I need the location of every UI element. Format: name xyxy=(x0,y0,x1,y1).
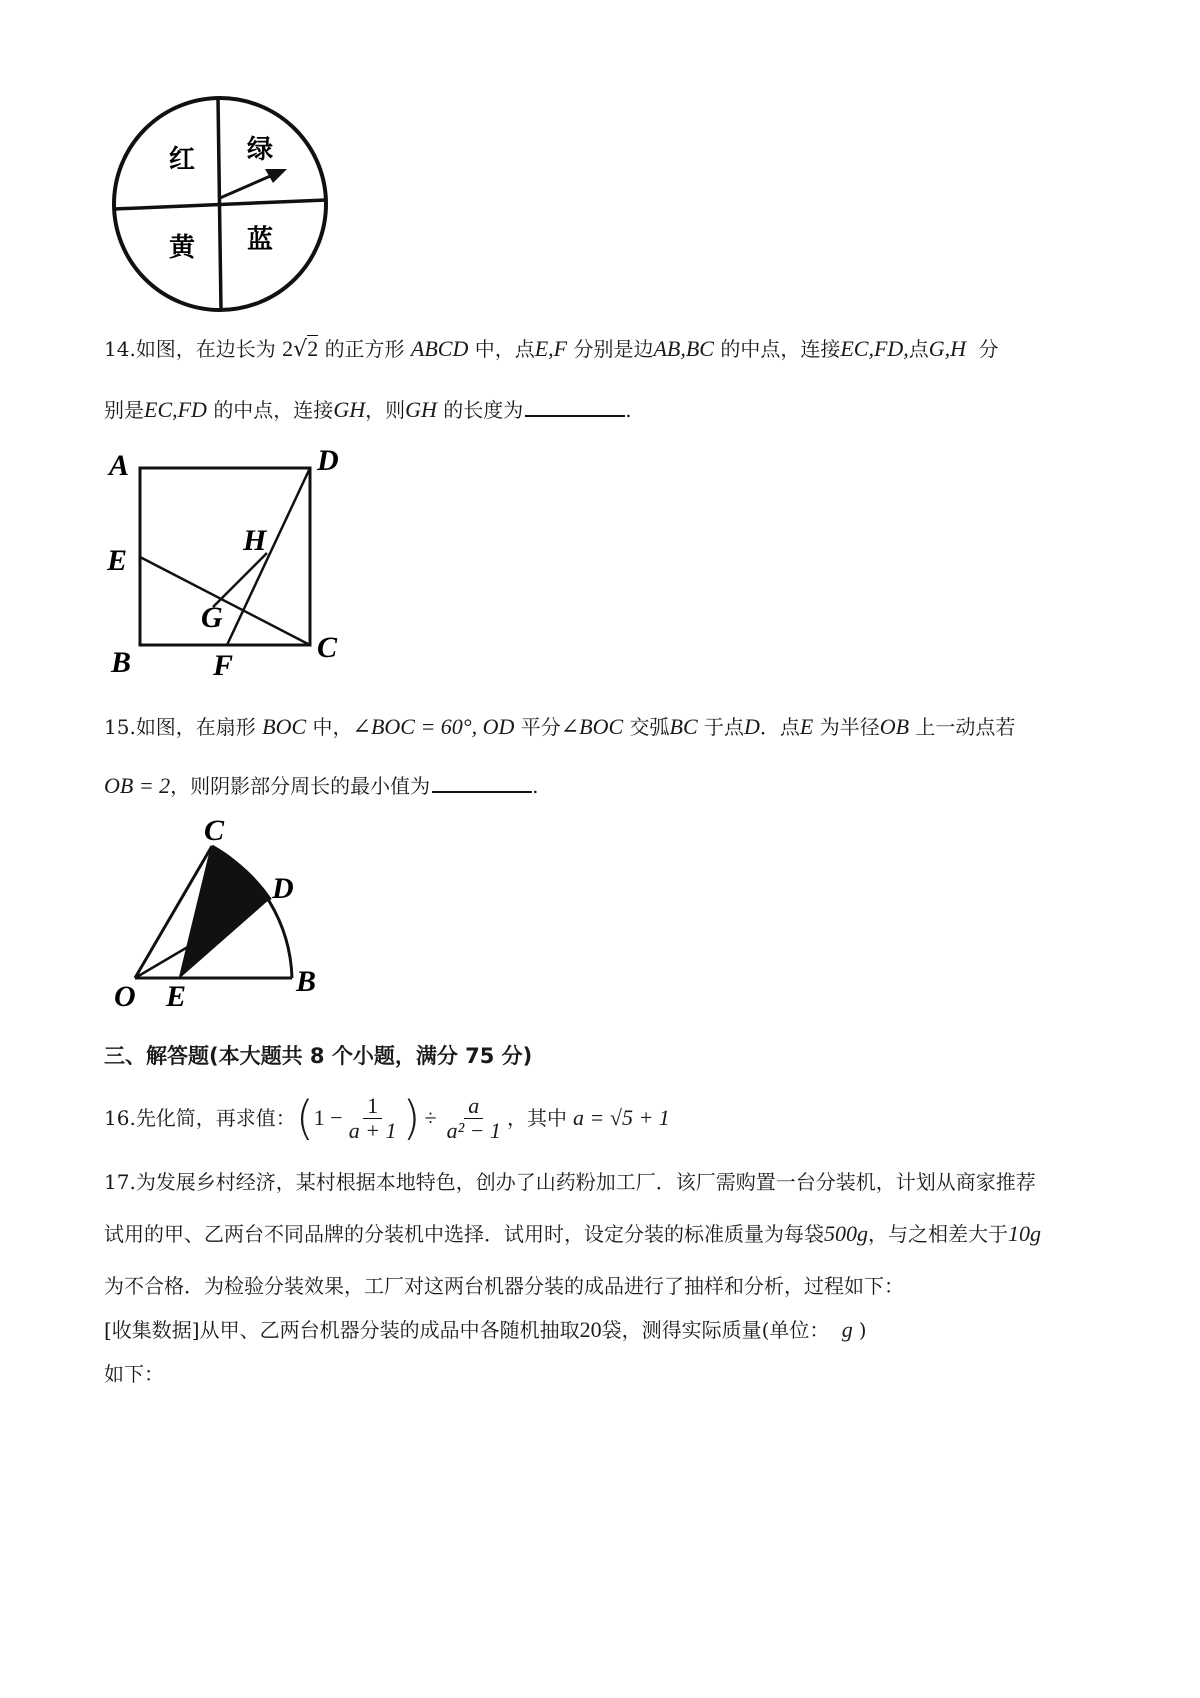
q14-label-E: E xyxy=(107,544,128,577)
q17-line5: 如下： xyxy=(104,1362,164,1386)
q16-fraction-2: $\frac{a}{\text{a² − 1}}$ xyxy=(446,1092,502,1143)
q15-sector-figure xyxy=(100,808,340,1028)
q15-label-E: E xyxy=(166,980,187,1013)
q15-shaded-region xyxy=(180,846,271,978)
q14-label-F: F xyxy=(213,649,234,682)
q14-square-figure xyxy=(95,435,395,695)
q15-label-O: O xyxy=(114,980,136,1013)
q15-answer-blank xyxy=(432,771,532,793)
q16-line: 16. 先化简，再求值： ( 1 − $\frac{1}{a + 1}$ ) ÷ $\frac{a}{\text{a² − 1}}$ ，其中 a = √5 + 1 xyxy=(104,1091,670,1145)
q17-line1: 17.为发展乡村经济，某村根据本地特色，创办了山药粉加工厂．该厂需购置一台分装机，计划从商家推荐 xyxy=(104,1170,1036,1194)
q15-line1: 15.如图，在扇形 BOC 中，∠BOC = 60°, OD 平分∠BOC 交弧BC 于点D．点E 为半径OB 上一动点若 xyxy=(104,714,1016,739)
q17-line3: 为不合格．为检验分装效果，工厂对这两台机器分装的成品进行了抽样和分析，过程如下： xyxy=(104,1274,904,1298)
q14-label-H: H xyxy=(243,524,267,557)
spinner-label-red: 红 xyxy=(169,145,196,175)
q16-fraction-1: $\frac{1}{a + 1}$ xyxy=(348,1092,397,1143)
q15-label-D: D xyxy=(272,872,294,905)
q14-answer-blank xyxy=(525,395,625,417)
spinner-figure xyxy=(105,88,335,320)
q14-side-coef: 2 xyxy=(282,336,294,361)
q14-label-B: B xyxy=(111,646,132,679)
q17-line2: 试用的甲、乙两台不同品牌的分装机中选择．试用时，设定分装的标准质量为每袋500g，与之相差大于10g xyxy=(104,1221,1041,1246)
spinner-label-blue: 蓝 xyxy=(247,225,274,255)
q15-line2: OB = 2，则阴影部分周长的最小值为 . xyxy=(104,773,539,798)
q14-sqrt: √2 xyxy=(293,336,319,362)
q14-label-D: D xyxy=(317,444,339,477)
q17-line4: [收集数据]从甲、乙两台机器分装的成品中各随机抽取20袋，测得实际质量(单位： g ) xyxy=(104,1317,867,1342)
q15-label-B: B xyxy=(296,965,317,998)
section-3-heading: 三、解答题(本大题共 8 个小题，满分 75 分) xyxy=(104,1044,533,1068)
q14-label-A: A xyxy=(109,449,130,482)
q14-line1: 14.如图，在边长为 2√2 的正方形 ABCD 中，点E,F 分别是边AB,BC 的中点，连接EC,FD,点G,H 分 xyxy=(104,336,999,362)
spinner-label-green: 绿 xyxy=(247,135,274,165)
q15-label-C: C xyxy=(204,814,225,847)
q14-line2: 别是EC,FD 的中点，连接GH，则GH 的长度为 . xyxy=(104,397,632,422)
q14-label-G: G xyxy=(201,601,223,634)
spinner-label-yellow: 黄 xyxy=(169,233,196,263)
q14-label-C: C xyxy=(317,631,338,664)
